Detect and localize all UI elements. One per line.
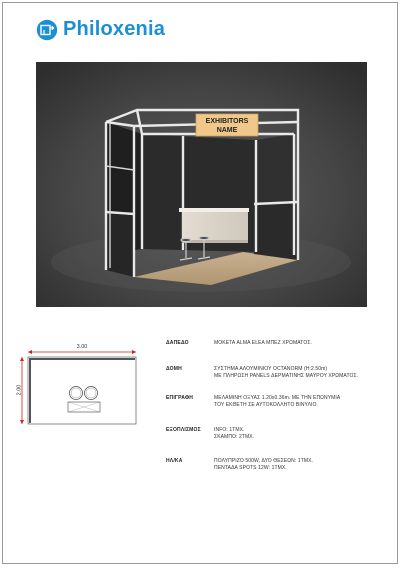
fascia-line-2: NAME [216, 127, 238, 134]
spec-label: ΗΛ/ΚΑ [166, 458, 183, 464]
info-desk [182, 212, 248, 240]
brand-name: Philoxenia [63, 18, 166, 40]
spec-line: ΜΕ ΠΛΗΡΩΣΗ PANELS ΔΕΡΜΑΤΙΝΗΣ ΜΑΥΡΟΥ ΧΡΩΜΑΤΟΣ. [214, 373, 359, 379]
spec-value [214, 458, 394, 472]
spec-value [214, 395, 394, 409]
spec-value [214, 427, 394, 441]
plan-depth-label: 2.00 [16, 384, 23, 396]
plan-stool-left [70, 387, 83, 400]
spec-label: ΔΟΜΗ [166, 366, 182, 372]
spec-line: INFO: 1ΤΜΧ. [214, 427, 245, 433]
spec-label: ΕΠΙΓΡΑΦΗ [166, 395, 194, 401]
plan-stool-right [85, 387, 98, 400]
floor-plan [18, 340, 146, 440]
spec-label: ΕΞΟΠΛΙΣΜΟΣ [166, 427, 201, 433]
philoxenia-logo-icon [36, 19, 58, 41]
spec-value [214, 340, 394, 347]
spec-line: ΣΥΣΤΗΜΑ ΑΛΟΥΜΙΝΙΟΥ OCTANORM (H:2.50m) [214, 366, 328, 372]
info-desk-top [179, 208, 249, 212]
spec-value [214, 366, 394, 380]
brand-logo [36, 18, 165, 41]
spec-line: ΜΟΚΕΤΑ ALMA ELEA ΜΠΕΖ ΧΡΩΜΑΤΟΣ. [214, 340, 313, 346]
spec-line: ΜΕΛΑΜΙΝΗ ΟΞΥΑΣ 1.20x0.36m. ΜΕ ΤΗΝ ΕΠΩΝΥΜΙΑ [214, 395, 341, 401]
booth-render [36, 62, 367, 307]
fascia-line-1: EXHIBITORS [205, 118, 249, 125]
spec-line: ΠΕΝΤΑΔΑ SPOTS 12W: 1ΤΜΧ. [214, 465, 287, 471]
spec-label: ΔΑΠΕΔΟ [166, 340, 189, 346]
spec-line: ΠΟΛΥΠΡΙΖΟ 500W, ΔΥΟ ΘΕΣΕΩΝ: 1ΤΜΧ. [214, 458, 314, 464]
spec-line: ΤΟΥ ΕΚΘΕΤΗ ΣΕ ΑΥΤΟΚΟΛΛΗΤΟ ΒΙΝΥΛΙΟ. [214, 402, 319, 408]
plan-width-label: 3.00 [76, 344, 88, 350]
spec-line: ΣΚΑΜΠΟ: 2ΤΜΧ. [214, 434, 255, 440]
